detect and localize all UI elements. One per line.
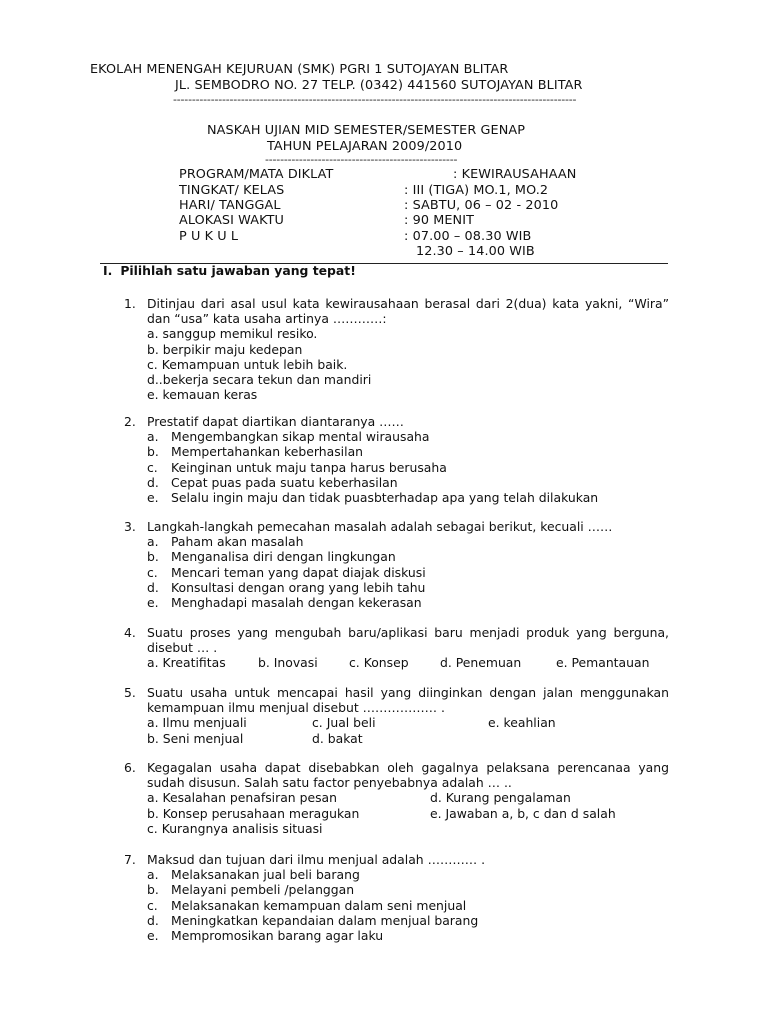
- option-b: b. Inovasi: [258, 655, 318, 671]
- question-3: [124, 519, 669, 610]
- option-d: d. Penemuan: [440, 655, 522, 671]
- info-value-time-2: 12.30 – 14.00 WIB: [416, 244, 535, 259]
- section-title: [103, 263, 356, 278]
- question-stem: Suatu proses yang mengubah baru/aplikasi baru menjadi produk yang berguna, disebut … .: [147, 625, 669, 656]
- option-b: b. Konsep perusahaan meragukan: [147, 805, 360, 821]
- info-label-class: TINGKAT/ KELAS: [179, 183, 285, 198]
- academic-year: TAHUN PELAJARAN 2009/2010: [267, 139, 463, 154]
- section-number: I.: [103, 263, 113, 278]
- question-stem: Langkah-langkah pemecahan masalah adalah sebagai berikut, kecuali ……: [147, 519, 613, 534]
- exam-title: NASKAH UJIAN MID SEMESTER/SEMESTER GENAP: [207, 123, 526, 138]
- question-stem: Kegagalan usaha dapat disebabkan oleh gagalnya pelaksana perencanaa yang sudah disusun. Salah satu factor penyebabnya adalah … ..: [147, 760, 669, 791]
- question-number: 7.: [124, 852, 136, 867]
- option-b: b. Mempertahankan keberhasilan: [147, 444, 364, 460]
- question-1: [124, 296, 669, 402]
- info-label-date: HARI/ TANGGAL: [179, 198, 281, 213]
- question-number: 4.: [124, 625, 136, 640]
- option-a: a. Melaksanakan jual beli barang: [147, 867, 360, 883]
- option-c: c. Melaksanakan kemampuan dalam seni menjual: [147, 897, 467, 913]
- question-number: 1.: [124, 296, 136, 311]
- question-number: 3.: [124, 519, 136, 534]
- option-c: c. Mencari teman yang dapat diajak diskusi: [147, 564, 426, 580]
- option-list: [147, 429, 669, 505]
- school-name: EKOLAH MENENGAH KEJURUAN (SMK) PGRI 1 SUTOJAYAN BLITAR: [90, 62, 509, 77]
- question-stem: Maksud dan tujuan dari ilmu menjual adalah ………… .: [147, 852, 486, 867]
- option-e: e. Selalu ingin maju dan tidak puasbterhadap apa yang telah dilakukan: [147, 490, 599, 506]
- option-a: a. sanggup memikul resiko.: [147, 326, 318, 342]
- question-4: [124, 625, 669, 671]
- title-rule: ---------------------------------------------------: [265, 153, 458, 166]
- option-c: c. Kurangnya analisis situasi: [147, 820, 323, 836]
- info-label-duration: ALOKASI WAKTU: [179, 213, 284, 228]
- section-instruction: Pilihlah satu jawaban yang tepat!: [120, 263, 356, 278]
- info-value-date: : SABTU, 06 – 02 - 2010: [404, 198, 559, 213]
- option-e: e. Jawaban a, b, c dan d salah: [430, 805, 616, 821]
- info-label-time: P U K U L: [179, 229, 239, 244]
- option-c: c. Kemampuan untuk lebih baik.: [147, 356, 348, 372]
- option-a: a. Kesalahan penafsiran pesan: [147, 790, 337, 806]
- option-b: b. Melayani pembeli /pelanggan: [147, 882, 355, 898]
- option-e: e. Mempromosikan barang agar laku: [147, 928, 384, 944]
- option-e: e. Pemantauan: [556, 655, 650, 671]
- info-value-time: : 07.00 – 08.30 WIB: [404, 229, 532, 244]
- question-stem: Prestatif dapat diartikan diantaranya ……: [147, 414, 404, 429]
- question-stem: Ditinjau dari asal usul kata kewirausahaan berasal dari 2(dua) kata yakni, “Wira” dan “usa” kata usaha artinya …………:: [147, 296, 669, 327]
- school-address: JL. SEMBODRO NO. 27 TELP. (0342) 441560 SUTOJAYAN BLITAR: [175, 78, 583, 93]
- option-d: d. bakat: [312, 730, 363, 746]
- header-rule: -----------------------------------------------------------------------------------------------------------: [173, 93, 577, 106]
- option-d: d..bekerja secara tekun dan mandiri: [147, 372, 372, 388]
- option-list: [147, 534, 669, 610]
- question-stem: Suatu usaha untuk mencapai hasil yang diinginkan dengan jalan menggunakan kemampuan ilmu menjual disebut ……………… .: [147, 685, 669, 716]
- option-d: d. Meningkatkan kepandaian dalam menjual barang: [147, 912, 479, 928]
- option-b: b. Seni menjual: [147, 730, 244, 746]
- option-d: d. Cepat puas pada suatu keberhasilan: [147, 474, 398, 490]
- info-value-duration: : 90 MENIT: [404, 213, 475, 228]
- info-value-program: : KEWIRAUSAHAAN: [453, 167, 577, 182]
- option-e: e. Menghadapi masalah dengan kekerasan: [147, 595, 422, 611]
- info-value-class: : III (TIGA) MO.1, MO.2: [404, 183, 549, 198]
- option-list: [147, 790, 669, 836]
- option-a: a. Paham akan masalah: [147, 534, 304, 550]
- option-e: e. kemauan keras: [147, 387, 258, 403]
- question-2: [124, 414, 669, 505]
- option-c: c. Jual beli: [312, 715, 376, 731]
- option-list: [147, 326, 669, 402]
- option-b: b. Menganalisa diri dengan lingkungan: [147, 549, 396, 565]
- option-b: b. berpikir maju kedepan: [147, 341, 303, 357]
- option-c: c. Konsep: [349, 655, 409, 671]
- question-number: 6.: [124, 760, 136, 775]
- option-a: a. Kreatifitas: [147, 655, 226, 671]
- option-a: a. Mengembangkan sikap mental wirausaha: [147, 429, 430, 445]
- option-a: a. Ilmu menjuali: [147, 715, 247, 731]
- option-d: d. Kurang pengalaman: [430, 790, 571, 806]
- option-c: c. Keinginan untuk maju tanpa harus berusaha: [147, 459, 447, 475]
- question-6: [124, 760, 669, 836]
- question-number: 5.: [124, 685, 136, 700]
- option-d: d. Konsultasi dengan orang yang lebih tahu: [147, 579, 426, 595]
- option-e: e. keahlian: [488, 715, 556, 731]
- info-label-program: PROGRAM/MATA DIKLAT: [179, 167, 334, 182]
- option-list: [147, 867, 669, 943]
- question-5: [124, 685, 669, 746]
- option-list: [147, 715, 669, 745]
- question-number: 2.: [124, 414, 136, 429]
- question-7: [124, 852, 669, 943]
- option-list: [147, 655, 669, 670]
